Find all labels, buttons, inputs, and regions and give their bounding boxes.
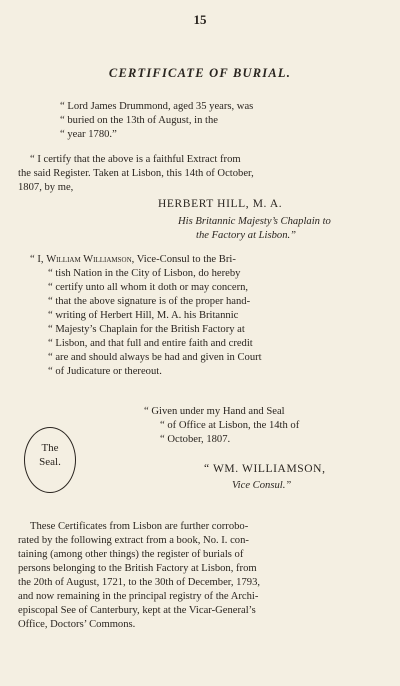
- page-number: 15: [193, 12, 207, 27]
- closing-line: the 20th of August, 1721, to the 30th of December, 1793,: [18, 577, 261, 588]
- seal-label: The: [41, 442, 59, 454]
- closing-line: and now remaining in the principal registry of the Archi-: [18, 591, 259, 602]
- burial-line: “ Lord James Drummond, aged 35 years, was: [60, 101, 254, 112]
- consul-line: “ of Judicature or thereout.: [48, 366, 162, 377]
- given-line: “ of Office at Lisbon, the 14th of: [160, 420, 300, 431]
- consul-line: “ Majesty’s Chaplain for the British Factory at: [48, 324, 245, 335]
- consul-line: “ Lisbon, and that full and entire faith and credit: [48, 338, 253, 349]
- consul-line: “ are and should always be had and given in Court: [48, 352, 262, 363]
- given-line: “ Given under my Hand and Seal: [144, 406, 285, 417]
- closing-line: persons belonging to the British Factory at Lisbon, from: [18, 563, 257, 574]
- page-title: CERTIFICATE OF BURIAL.: [108, 66, 292, 80]
- closing-line: episcopal See of Canterbury, kept at the Vicar-General’s: [18, 605, 256, 616]
- certify-line: the said Register. Taken at Lisbon, this 14th of October,: [18, 168, 254, 179]
- consul-line: “ writing of Herbert Hill, M. A. his Britannic: [48, 310, 239, 321]
- closing-line: taining (among other things) the register of burials of: [18, 549, 244, 560]
- signature-title: the Factory at Lisbon.”: [196, 230, 297, 241]
- signature-title: Vice Consul.”: [232, 480, 292, 491]
- burial-line: “ buried on the 13th of August, in the: [60, 115, 219, 126]
- certify-line: 1807, by me,: [18, 182, 74, 193]
- seal-mark: [24, 427, 76, 493]
- signature-title: His Britannic Majesty’s Chaplain to: [178, 216, 331, 227]
- closing-line: These Certificates from Lisbon are further corrobo-: [30, 521, 249, 532]
- closing-line: rated by the following extract from a book, No. I. con-: [18, 535, 249, 546]
- consul-line: “ tish Nation in the City of Lisbon, do hereby: [48, 268, 241, 279]
- seal-label: Seal.: [39, 456, 61, 468]
- signature-name: “ WM. WILLIAMSON,: [204, 463, 326, 475]
- consul-line: “ that the above signature is of the proper hand-: [48, 296, 251, 307]
- certify-line: “ I certify that the above is a faithful Extract from: [30, 154, 241, 165]
- burial-line: “ year 1780.”: [60, 129, 117, 140]
- consul-line: “ certify unto all whom it doth or may concern,: [48, 282, 249, 293]
- consul-line: “ I, William Williamson, Vice-Consul to the Bri-: [30, 254, 236, 265]
- signature-name: HERBERT HILL, M. A.: [158, 198, 283, 210]
- given-line: “ October, 1807.: [160, 434, 231, 445]
- closing-line: Office, Doctors’ Commons.: [18, 619, 136, 630]
